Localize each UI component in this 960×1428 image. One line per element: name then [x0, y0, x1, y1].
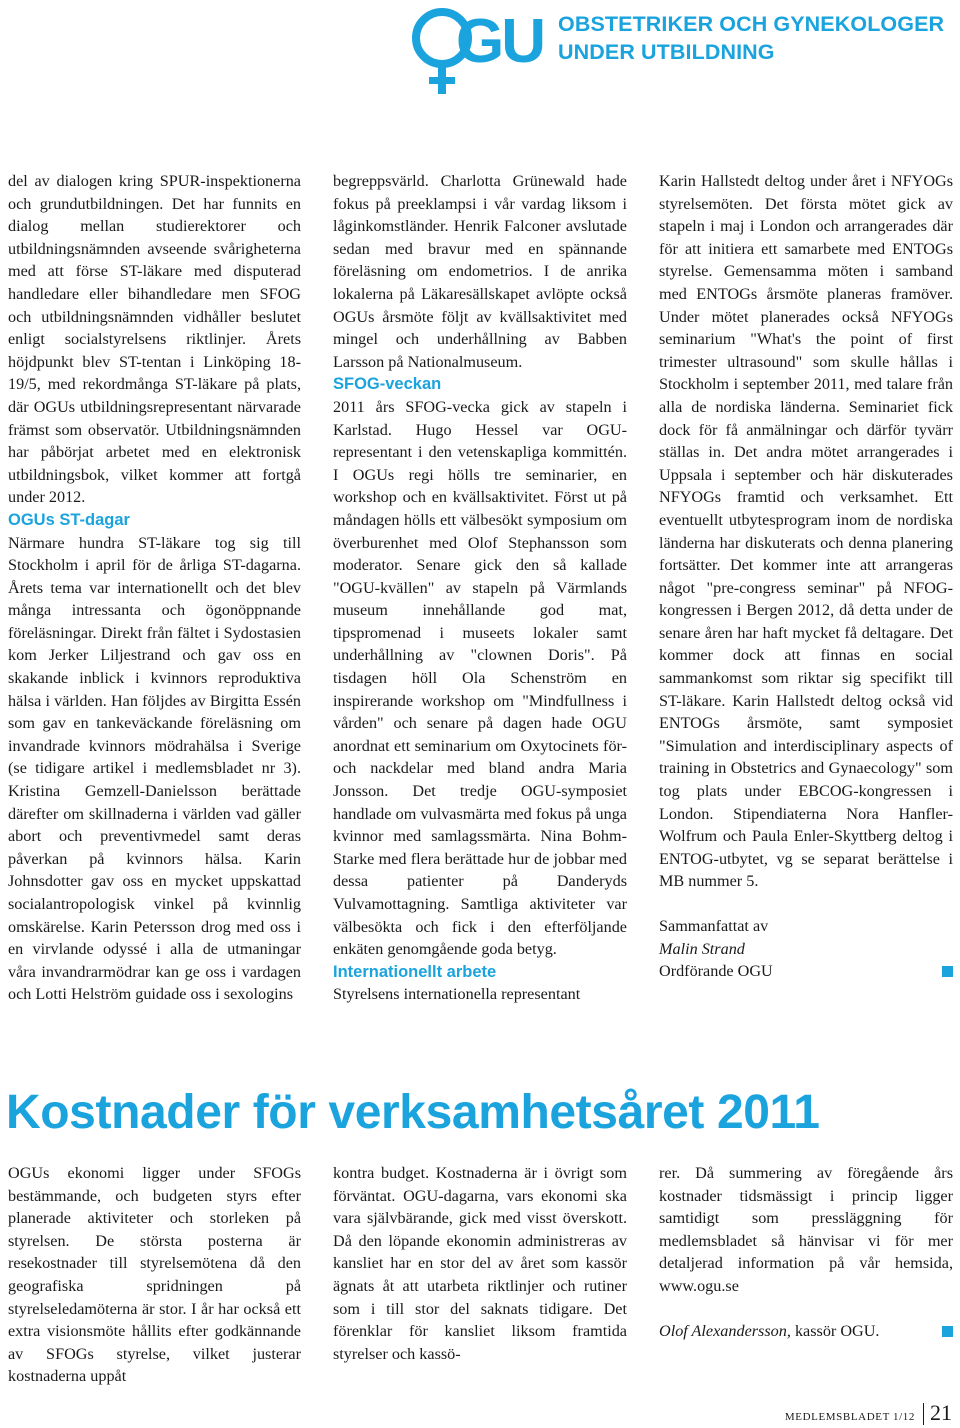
- heading-sfog-veckan: SFOG-veckan: [333, 375, 442, 394]
- brand-name: [558, 10, 958, 66]
- ogu-logo: [404, 4, 556, 96]
- paragraph: rer. Då summering av föregående års kostnader tidsmässigt i princip ligger samtidigt som pressläggning för medlemsbladet så hänvisar vi för mer detaljerad information på vår hemsida, www.ogu.se: [659, 1164, 953, 1295]
- article2-column-2: [333, 1162, 627, 1365]
- signature-name: Malin Strand: [659, 939, 745, 958]
- heading-internationellt-arbete: Internationellt arbete: [333, 962, 497, 981]
- paragraph: 2011 års SFOG-vecka gick av stapeln i Karlstad. Hugo Hessel var OGU-representant i den vetenskapliga kommittén. I OGUs regi hölls tre seminarier, en workshop och en kvällsaktivitet. Först ut på måndagen hölls ett välbesökt symposium om överburenhet med Olof Stephansson som moderator. Senare gick den så kallade "OGU-kvällen" av stapeln på Värmlands museum innehållande god mat, tipspromenad i museets lokaler samt underhållning av "clownen Doris". På tisdagen höll Ola Schenström en inspirerande workshop om "Mindfullness i vården" och senare på dagen hade OGU anordnat ett seminarium om Oxytocinets för- och nackdelar med bland andra Maria Jonsson. Det tredje OGU-symposiet handlade om vulvasmärta med fokus på unga kvinnor med samlagssmärta. Nina Bohm-Starke med flera berättade hur de jobbar med dessa patienter på Danderyds Vulvamottagning. Samtliga aktiviteter var välbesökta och fick i den efterföljande enkäten genomgående goda betyg.: [333, 397, 627, 959]
- brand-line-1: OBSTETRIKER OCH GYNEKOLOGER: [558, 12, 945, 36]
- signature-line: [659, 1320, 953, 1343]
- publication-name: MEDLEMSBLADET 1/12: [784, 1411, 915, 1423]
- article2-column-1: [8, 1162, 301, 1388]
- paragraph: begreppsvärld. Charlotta Grünewald hade fokus på preeklampsi i vår vardag liksom i låginkomstländer. Henrik Falconer avslutade sedan med bravur med en spännande föreläsning om endometrios. I de anrika lokalerna på Läkaresällskapet avlöpte också OGUs årsmöte följt av kvällsaktivitet med mingel och underhållning av Babben Larsson på Nationalmuseum.: [333, 172, 627, 371]
- signature-role: Ordförande OGU: [659, 962, 773, 981]
- paragraph: Närmare hundra ST-läkare tog sig till Stockholm i april för de årliga ST-dagarna. Årets tema var internationellt och det blev många intressanta och ögonöppnande föreläsningar. Direkt från fältet i Sydostasien kom Jerker Liljestrand och gav oss en skakande inblick i kvinnors reproduktiva hälsa i världen. Han följdes av Birgitta Essén som gav en tankeväckande föreläsning om invandrade kvinnors mödrahälsa i Sverige (se tidigare artikel i medlemsbladet nr 3). Kristina Gemzell-Danielsson berättade därefter om skillnaderna i världen vad gäller abort och preventivmedel samt deras påverkan på kvinnors hälsa. Karin Johnsdotter gav oss en mycket uppskattad socialantropologisk vinkel på kvinnlig omskärelse. Karin Petersson drog med oss i en virvlande odyssé i alla de utmaningar våra invandrarmödrar kan ge oss i vardagen och Lotti Helström guidade oss i sexologins: [8, 533, 301, 1004]
- paragraph: kontra budget. Kostnaderna är i övrigt som förväntat. OGU-dagarna, vars ekonomi ska vara självbärande, gick med visst överskott. Då den löpande ekonomin administreras av kansliet har en stor del av året som kassör ägnats åt att utarbeta riktlinjer och rutiner som i till stor del saknats tidigare. Det förenklar för kansliet liksom framtida styrelser och kassö-: [333, 1164, 627, 1363]
- paragraph: Styrelsens internationella representant: [333, 985, 581, 1004]
- column-1: [8, 170, 301, 1006]
- article-title: Kostnader för verksamhetsåret 2011: [6, 1086, 820, 1139]
- spacer: [659, 893, 953, 915]
- column-3: [659, 170, 953, 983]
- page-number: 21: [930, 1400, 952, 1425]
- paragraph: Karin Hallstedt deltog under året i NFYOGs styrelsemöten. Det första mötet gick av stapeln i maj i London och arrangerades där för att initiera ett samarbete med ENTOGs styrelse. Gemensamma möten i samband med ENTOGs årsmöte planeras framöver. Under mötet planerades också NFYOGs seminarium "What's the point of first trimester ultrasound" som skulle hållas i Stockholm i september 2011, med talare från alla de nordiska länderna. Seminariet fick dock för få anmälningar och därför tyvärr ställas in. Det andra mötet arrangerades i Uppsala i september och här diskuterades NFYOGs framtid och verksamhet. Ett eventuellt utbytesprogram inom de nordiska länderna har diskuterats och denna planering fortsätter. Det kommer inte att arrangeras något "pre-congress seminar" på NFOG-kongressen i Bergen 2012, då detta under de senare åren har haft mycket få deltagare. Det kommer dock att finnas en social sammankomst som riktar sig specifikt till ST-läkare. Karin Hallstedt deltog också vid ENTOGs årsmöte, samt symposiet "Simulation and interdisciplinary aspects of training in Obstetrics and Gynaecology" som tog plats under EBCOG-kongressen i London. Stipendiaterna Nora Hanfler-Wolfrum och Paula Enler-Skyttberg deltog i ENTOG-utbytet, vg se separat berättelse i MB nummer 5.: [659, 172, 953, 891]
- heading-st-dagar: OGUs ST-dagar: [8, 510, 130, 529]
- paragraph: OGUs ekonomi ligger under SFOGs bestämmande, och budgeten styrs efter planerade aktiviteter och storleken på styrelsen. De största posterna är resekostnader till styrelsemötena då den geografiska spridningen på styrelseledamöterna är stor. I år har också ett extra visionsmöte hållits efter godkännande av SFOGs styrelse, vilket justerar kostnaderna uppåt: [8, 1164, 301, 1386]
- column-2: [333, 170, 627, 1006]
- brand-line-2: UNDER UTBILDNING: [558, 40, 775, 64]
- page-footer: [785, 1400, 952, 1426]
- signature-label: Sammanfattat av: [659, 917, 769, 935]
- signature-role-line: [659, 960, 953, 983]
- article2-column-3: [659, 1162, 953, 1342]
- footer-divider: [923, 1403, 924, 1425]
- end-mark-icon: [942, 1326, 953, 1337]
- paragraph: del av dialogen kring SPUR-inspektionerna och grundutbildningen. Det har funnits en dialog mellan studierektorer och utbildningsnämnden avseende svårigheterna med att förse ST-läkare med disputerad handledare eller bihandledare men SFOG och utbildningsnämnden vidhåller beslutet enligt socialstyrelsens riktlinjer. Årets höjdpunkt blev ST-tentan i Linköping 18-19/5, med rekordmånga ST-läkare på plats, där OGUs utbildningsrepresentant närvarade främst som observatör. Utbildningsnämnden har påbörjat arbetet med en elektronisk utbildningsbok, vilket kommer att fortgå under 2012.: [8, 172, 301, 507]
- svg-text:GU: GU: [456, 7, 543, 76]
- signature-name: Olof Alexandersson,: [659, 1321, 791, 1340]
- spacer: [659, 1298, 953, 1320]
- signature-role: kassör OGU.: [790, 1321, 880, 1340]
- end-mark-icon: [942, 966, 953, 977]
